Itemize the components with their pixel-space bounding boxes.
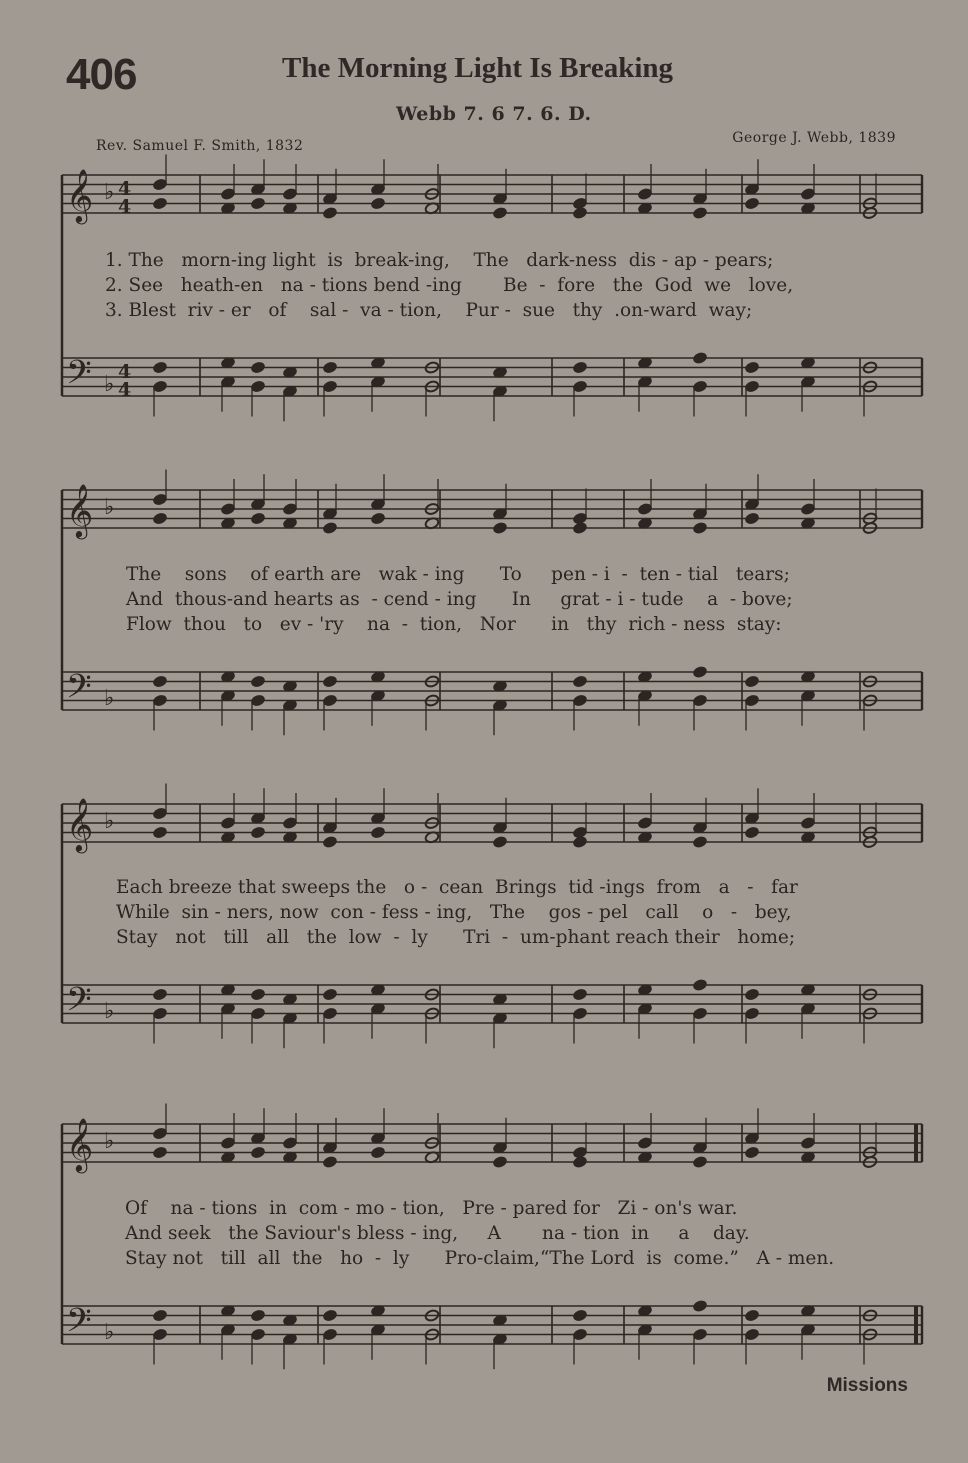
note-head [152, 826, 167, 839]
treble-clef: 𝄞 [66, 483, 94, 537]
hymn-number: 406 [66, 50, 137, 99]
note-head [744, 826, 759, 839]
note-head [152, 361, 167, 374]
note-head [692, 521, 707, 534]
note-head [250, 361, 265, 374]
author-credit: Rev. Samuel F. Smith, 1832 [96, 138, 304, 154]
note-head [492, 206, 507, 219]
note-head [744, 197, 759, 210]
note-head [250, 675, 265, 688]
hymn-title: The Morning Light Is Breaking [282, 52, 674, 84]
bass-clef: 𝄢 [66, 668, 92, 714]
note-head [744, 988, 759, 1001]
note-head [744, 675, 759, 688]
flat-sign: ♭ [104, 372, 115, 397]
note-head [152, 675, 167, 688]
flat-sign: ♭ [104, 1129, 115, 1154]
bass-clef: 𝄢 [66, 354, 92, 400]
note-head [322, 1309, 337, 1322]
note-head [572, 675, 587, 688]
time-signature: 4 [118, 196, 132, 218]
note-head [572, 1309, 587, 1322]
note-head [692, 835, 707, 848]
note-head [692, 1299, 707, 1312]
note-head [322, 675, 337, 688]
lyric-line: The sons of earth are wak - ing To pen - i - ten - tial tears; [126, 564, 790, 585]
note-head [250, 512, 265, 525]
note-head [692, 978, 707, 991]
note-head [572, 988, 587, 1001]
note-head [492, 521, 507, 534]
lyric-line: While sin - ners, now con - fess - ing, The gos - pel call o - bey, [116, 902, 792, 923]
treble-clef: 𝄞 [66, 1117, 94, 1171]
lyric-line: 2. See heath-en na - tions bend -ing Be - fore the God we love, [105, 275, 794, 296]
note-head [250, 197, 265, 210]
note-head [152, 988, 167, 1001]
flat-sign: ♭ [104, 809, 115, 834]
time-signature: 4 [118, 178, 132, 200]
note-head [370, 512, 385, 525]
flat-sign: ♭ [104, 180, 115, 205]
flat-sign: ♭ [104, 495, 115, 520]
note-head [322, 988, 337, 1001]
tune-meter: Webb 7. 6 7. 6. D. [396, 103, 592, 125]
lyric-line: Flow thou to ev - 'ry na - tion, Nor in thy rich - ness stay: [126, 614, 782, 635]
note-head [250, 1146, 265, 1159]
note-head [322, 521, 337, 534]
composer-credit: George J. Webb, 1839 [732, 130, 896, 146]
section-label: Missions [826, 1375, 908, 1396]
treble-clef: 𝄞 [66, 168, 94, 222]
note-head [152, 1146, 167, 1159]
lyric-line: And seek the Saviour's bless - ing, A na - tion in a day. [125, 1223, 750, 1244]
note-head [744, 1146, 759, 1159]
note-head [370, 826, 385, 839]
note-head [492, 835, 507, 848]
note-head [744, 1309, 759, 1322]
flat-sign: ♭ [104, 686, 115, 711]
lyric-line: Each breeze that sweeps the o - cean Brings tid -ings from a - far [116, 877, 798, 898]
lyric-line: Of na - tions in com - mo - tion, Pre - pared for Zi - on's war. [125, 1198, 738, 1219]
note-head [152, 1309, 167, 1322]
note-head [692, 351, 707, 364]
note-head [250, 988, 265, 1001]
time-signature: 4 [118, 379, 132, 401]
note-head [692, 665, 707, 678]
lyric-line: And thous-and hearts as - cend - ing In grat - i - tude a - bove; [126, 589, 793, 610]
note-head [322, 1155, 337, 1168]
lyric-line: Stay not till all the low - ly Tri - um-phant reach their home; [116, 927, 796, 948]
treble-clef: 𝄞 [66, 797, 94, 851]
time-signature: 4 [118, 361, 132, 383]
note-head [744, 361, 759, 374]
note-head [572, 521, 587, 534]
lyric-line: 1. The morn-ing light is break-ing, The dark-ness dis - ap - pears; [105, 250, 774, 271]
lyric-line: Stay not till all the ho - ly Pro-claim,“The Lord is come.” A - men. [125, 1248, 835, 1269]
note-head [370, 197, 385, 210]
note-head [322, 206, 337, 219]
note-head [370, 1146, 385, 1159]
note-head [572, 1155, 587, 1168]
bass-clef: 𝄢 [66, 1302, 92, 1348]
lyric-line: 3. Blest riv - er of sal - va - tion, Pur - sue thy .on-ward way; [105, 300, 753, 321]
note-head [250, 1309, 265, 1322]
bass-clef: 𝄢 [66, 981, 92, 1027]
flat-sign: ♭ [104, 1320, 115, 1345]
note-head [152, 512, 167, 525]
note-head [322, 361, 337, 374]
note-head [572, 835, 587, 848]
note-head [692, 206, 707, 219]
note-head [322, 835, 337, 848]
note-head [492, 1155, 507, 1168]
note-head [572, 361, 587, 374]
note-head [572, 206, 587, 219]
note-head [692, 1155, 707, 1168]
note-head [250, 826, 265, 839]
note-head [744, 512, 759, 525]
flat-sign: ♭ [104, 999, 115, 1024]
note-head [152, 197, 167, 210]
